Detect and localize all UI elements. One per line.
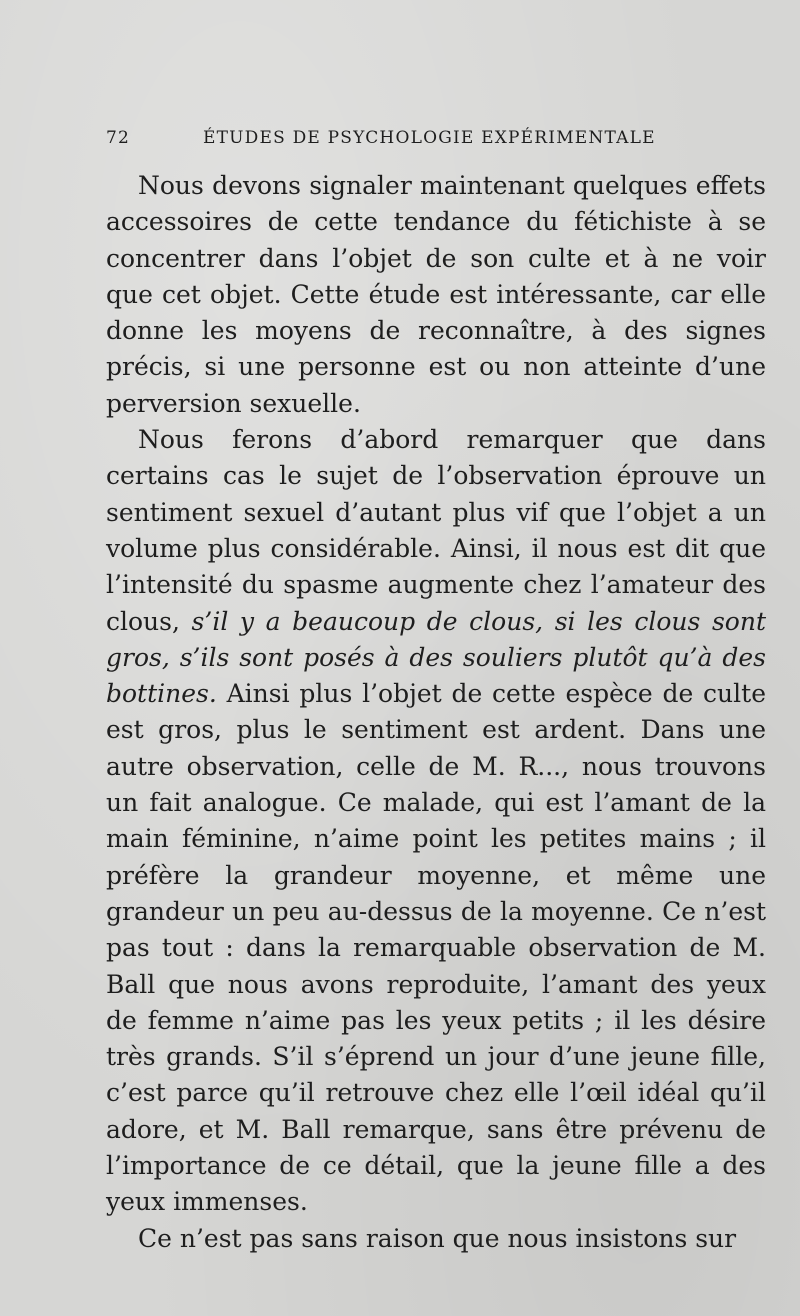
body-text	[106, 168, 766, 1257]
running-title: ÉTUDES DE PSYCHOLOGIE EXPÉRIMENTALE	[203, 128, 656, 148]
paragraph-2-text-end: Ainsi plus l’objet de cette espèce de culte est gros, plus le sentiment est ardent. Dans une autre observation, celle de M. R..., nous trouvons un fait analogue. Ce malade, qui est l’amant de la main féminine, n’aime point les petites mains ; il préfère la grandeur moyenne, et même une grandeur un peu au-dessus de la moyenne. Ce n’est pas tout : dans la remarquable observation de M. Ball que nous avons reproduite, l’amant des yeux de femme n’aime pas les yeux petits ; il les désire très grands. S’il s’éprend un jour d’une jeune fille, c’est parce qu’il retrouve chez elle l’œil idéal qu’il adore, et M. Ball remarque, sans être prévenu de l’importance de ce détail, que la jeune fille a des yeux immenses.	[106, 679, 766, 1217]
paragraph-2-text-start: Nous ferons d’abord remarquer que dans certains cas le sujet de l’observation éprouve un sentiment sexuel d’autant plus vif que l’objet a un volume plus considérable. Ainsi, il nous est dit que l’intensité du spasme augmente chez l’amateur des clous,	[106, 425, 766, 636]
paragraph-2	[106, 422, 766, 1221]
page-number: 72	[106, 128, 131, 148]
page-header	[106, 128, 678, 154]
paragraph-3: Ce n’est pas sans raison que nous insistons sur	[138, 1223, 737, 1253]
paragraph-1: Nous devons signaler maintenant quelques effets accessoires de cette tendance du fétichiste à se concentrer dans l’objet de son culte et à ne voir que cet objet. Cette étude est intéressante, car elle donne les moyens de reconnaître, à des signes précis, si une personne est ou non atteinte d’une perversion sexuelle.	[106, 171, 766, 418]
paragraph-2-italic-quote: s’il y a beaucoup de clous, si les clous sont gros, s’ils sont posés à des souliers plutôt qu’à des bottines.	[106, 606, 766, 709]
